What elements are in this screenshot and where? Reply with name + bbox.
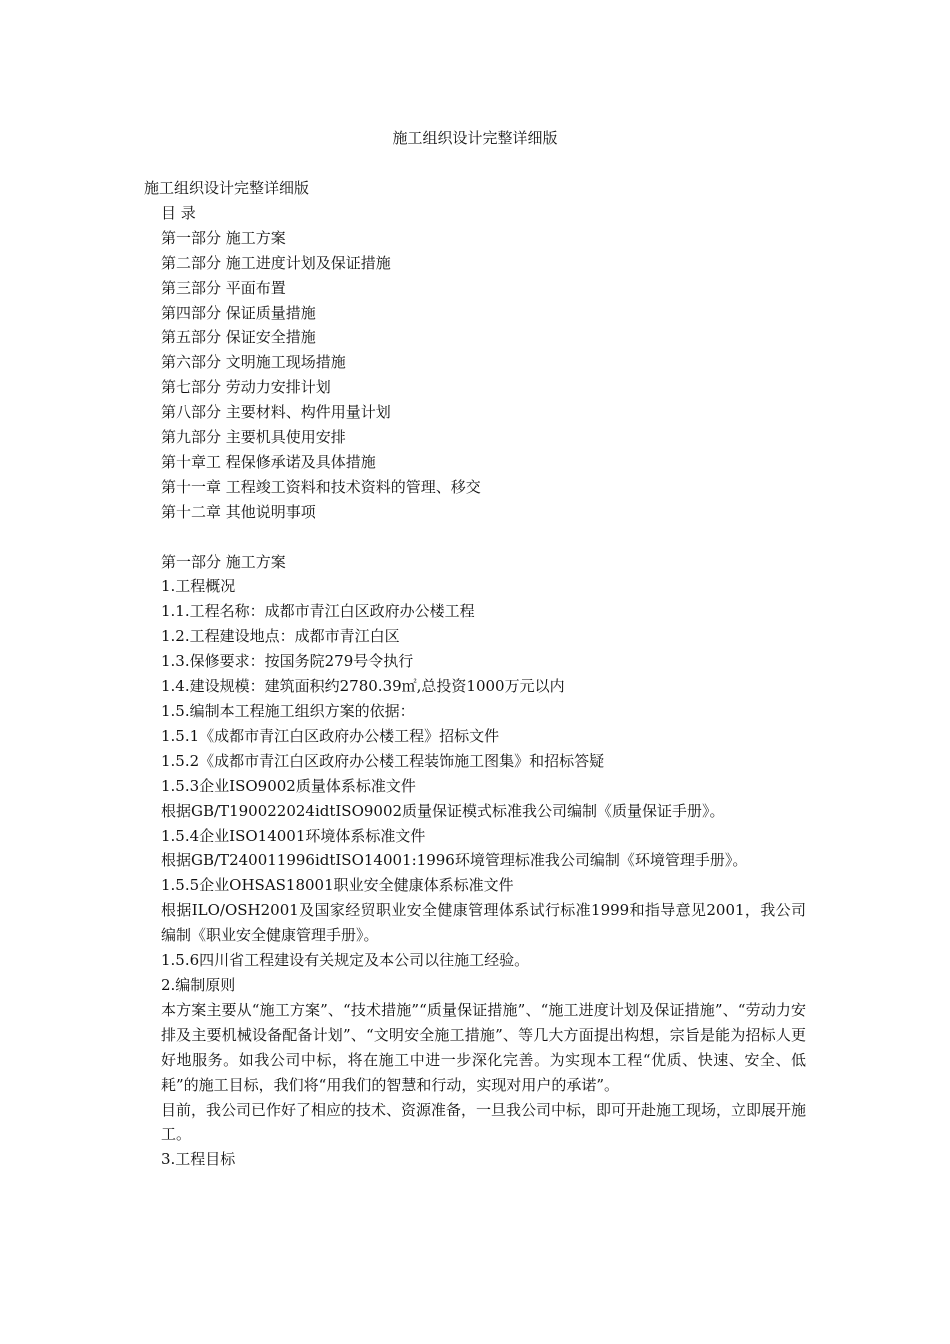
toc-item: 第一部分 施工方案: [161, 228, 286, 247]
body-line: 1.3.保修要求：按国务院279号令执行: [161, 652, 414, 671]
toc-item: 第九部分 主要机具使用安排: [161, 428, 346, 447]
toc-item: 第十章工 程保修承诺及具体措施: [161, 452, 376, 471]
body-paragraph: 目前，我公司已作好了相应的技术、资源准备，一旦我公司中标，即可开赴施工现场，立即展开施工。: [161, 1100, 807, 1144]
body-line: 1.4.建设规模：建筑面积约2780.39㎡,总投资1000万元以内: [161, 677, 565, 696]
toc-item: 第三部分 平面布置: [161, 278, 286, 297]
toc-item: 第二部分 施工进度计划及保证措施: [161, 253, 391, 272]
body-line: 1.5.编制本工程施工组织方案的依据：: [161, 702, 415, 721]
subsection-heading: 1.工程概况: [161, 577, 236, 596]
body-line: 1.5.3企业ISO9002质量体系标准文件: [161, 776, 416, 795]
toc-item: 第四部分 保证质量措施: [161, 303, 316, 322]
body-paragraph: 根据ILO/OSH2001及国家经贸职业安全健康管理体系试行标准1999和指导意见2001，我公司编制《职业安全健康管理手册》。: [161, 901, 806, 945]
toc-item: 第八部分 主要材料、构件用量计划: [161, 403, 391, 422]
subsection-heading: 3.工程目标: [161, 1150, 236, 1169]
section-heading: 第一部分 施工方案: [161, 552, 286, 571]
toc-item: 第十二章 其他说明事项: [161, 502, 316, 521]
toc-label: 目 录: [161, 203, 196, 222]
toc-item: 第五部分 保证安全措施: [161, 328, 316, 347]
body-line: 根据GB/T190022024idtISO9002质量保证模式标准我公司编制《质量保证手册》。: [161, 801, 725, 820]
body-line: 1.1.工程名称：成都市青江白区政府办公楼工程: [161, 602, 475, 621]
toc-item: 第七部分 劳动力安排计划: [161, 378, 331, 397]
body-line: 1.5.1《成都市青江白区政府办公楼工程》招标文件: [161, 726, 500, 745]
document-content: [144, 176, 806, 1172]
subsection-heading: 2.编制原则: [161, 975, 236, 994]
body-line: 1.5.4企业ISO14001环境体系标准文件: [161, 826, 426, 845]
body-paragraph: 本方案主要从“施工方案”、“技术措施”“质量保证措施”、“施工进度计划及保证措施”、“劳动力安排及主要机械设备配备计划”、“文明安全施工措施”、等几大方面提出构想，宗旨是能为招标人更好地服务。如我公司中标，将在施工中进一步深化完善。为实现本工程“优质、快速、安全、低耗”的施工目标，我们将“用我们的智慧和行动，实现对用户的承诺”。: [161, 1000, 806, 1094]
body-line: 1.2.工程建设地点：成都市青江白区: [161, 627, 400, 646]
toc-item: 第十一章 工程竣工资料和技术资料的管理、移交: [161, 477, 481, 496]
blank-line: [144, 525, 806, 550]
document-heading: 施工组织设计完整详细版: [144, 179, 310, 197]
document-title: 施工组织设计完整详细版: [392, 129, 558, 147]
body-line: 1.5.5企业OHSAS18001职业安全健康体系标准文件: [161, 876, 514, 895]
body-line: 1.5.6四川省工程建设有关规定及本公司以往施工经验。: [161, 951, 530, 970]
toc-item: 第六部分 文明施工现场措施: [161, 353, 346, 372]
body-line: 根据GB/T240011996idtISO14001:1996环境管理标准我公司编制《环境管理手册》。: [161, 851, 748, 870]
body-line: 1.5.2《成都市青江白区政府办公楼工程装饰施工图集》和招标答疑: [161, 751, 605, 770]
